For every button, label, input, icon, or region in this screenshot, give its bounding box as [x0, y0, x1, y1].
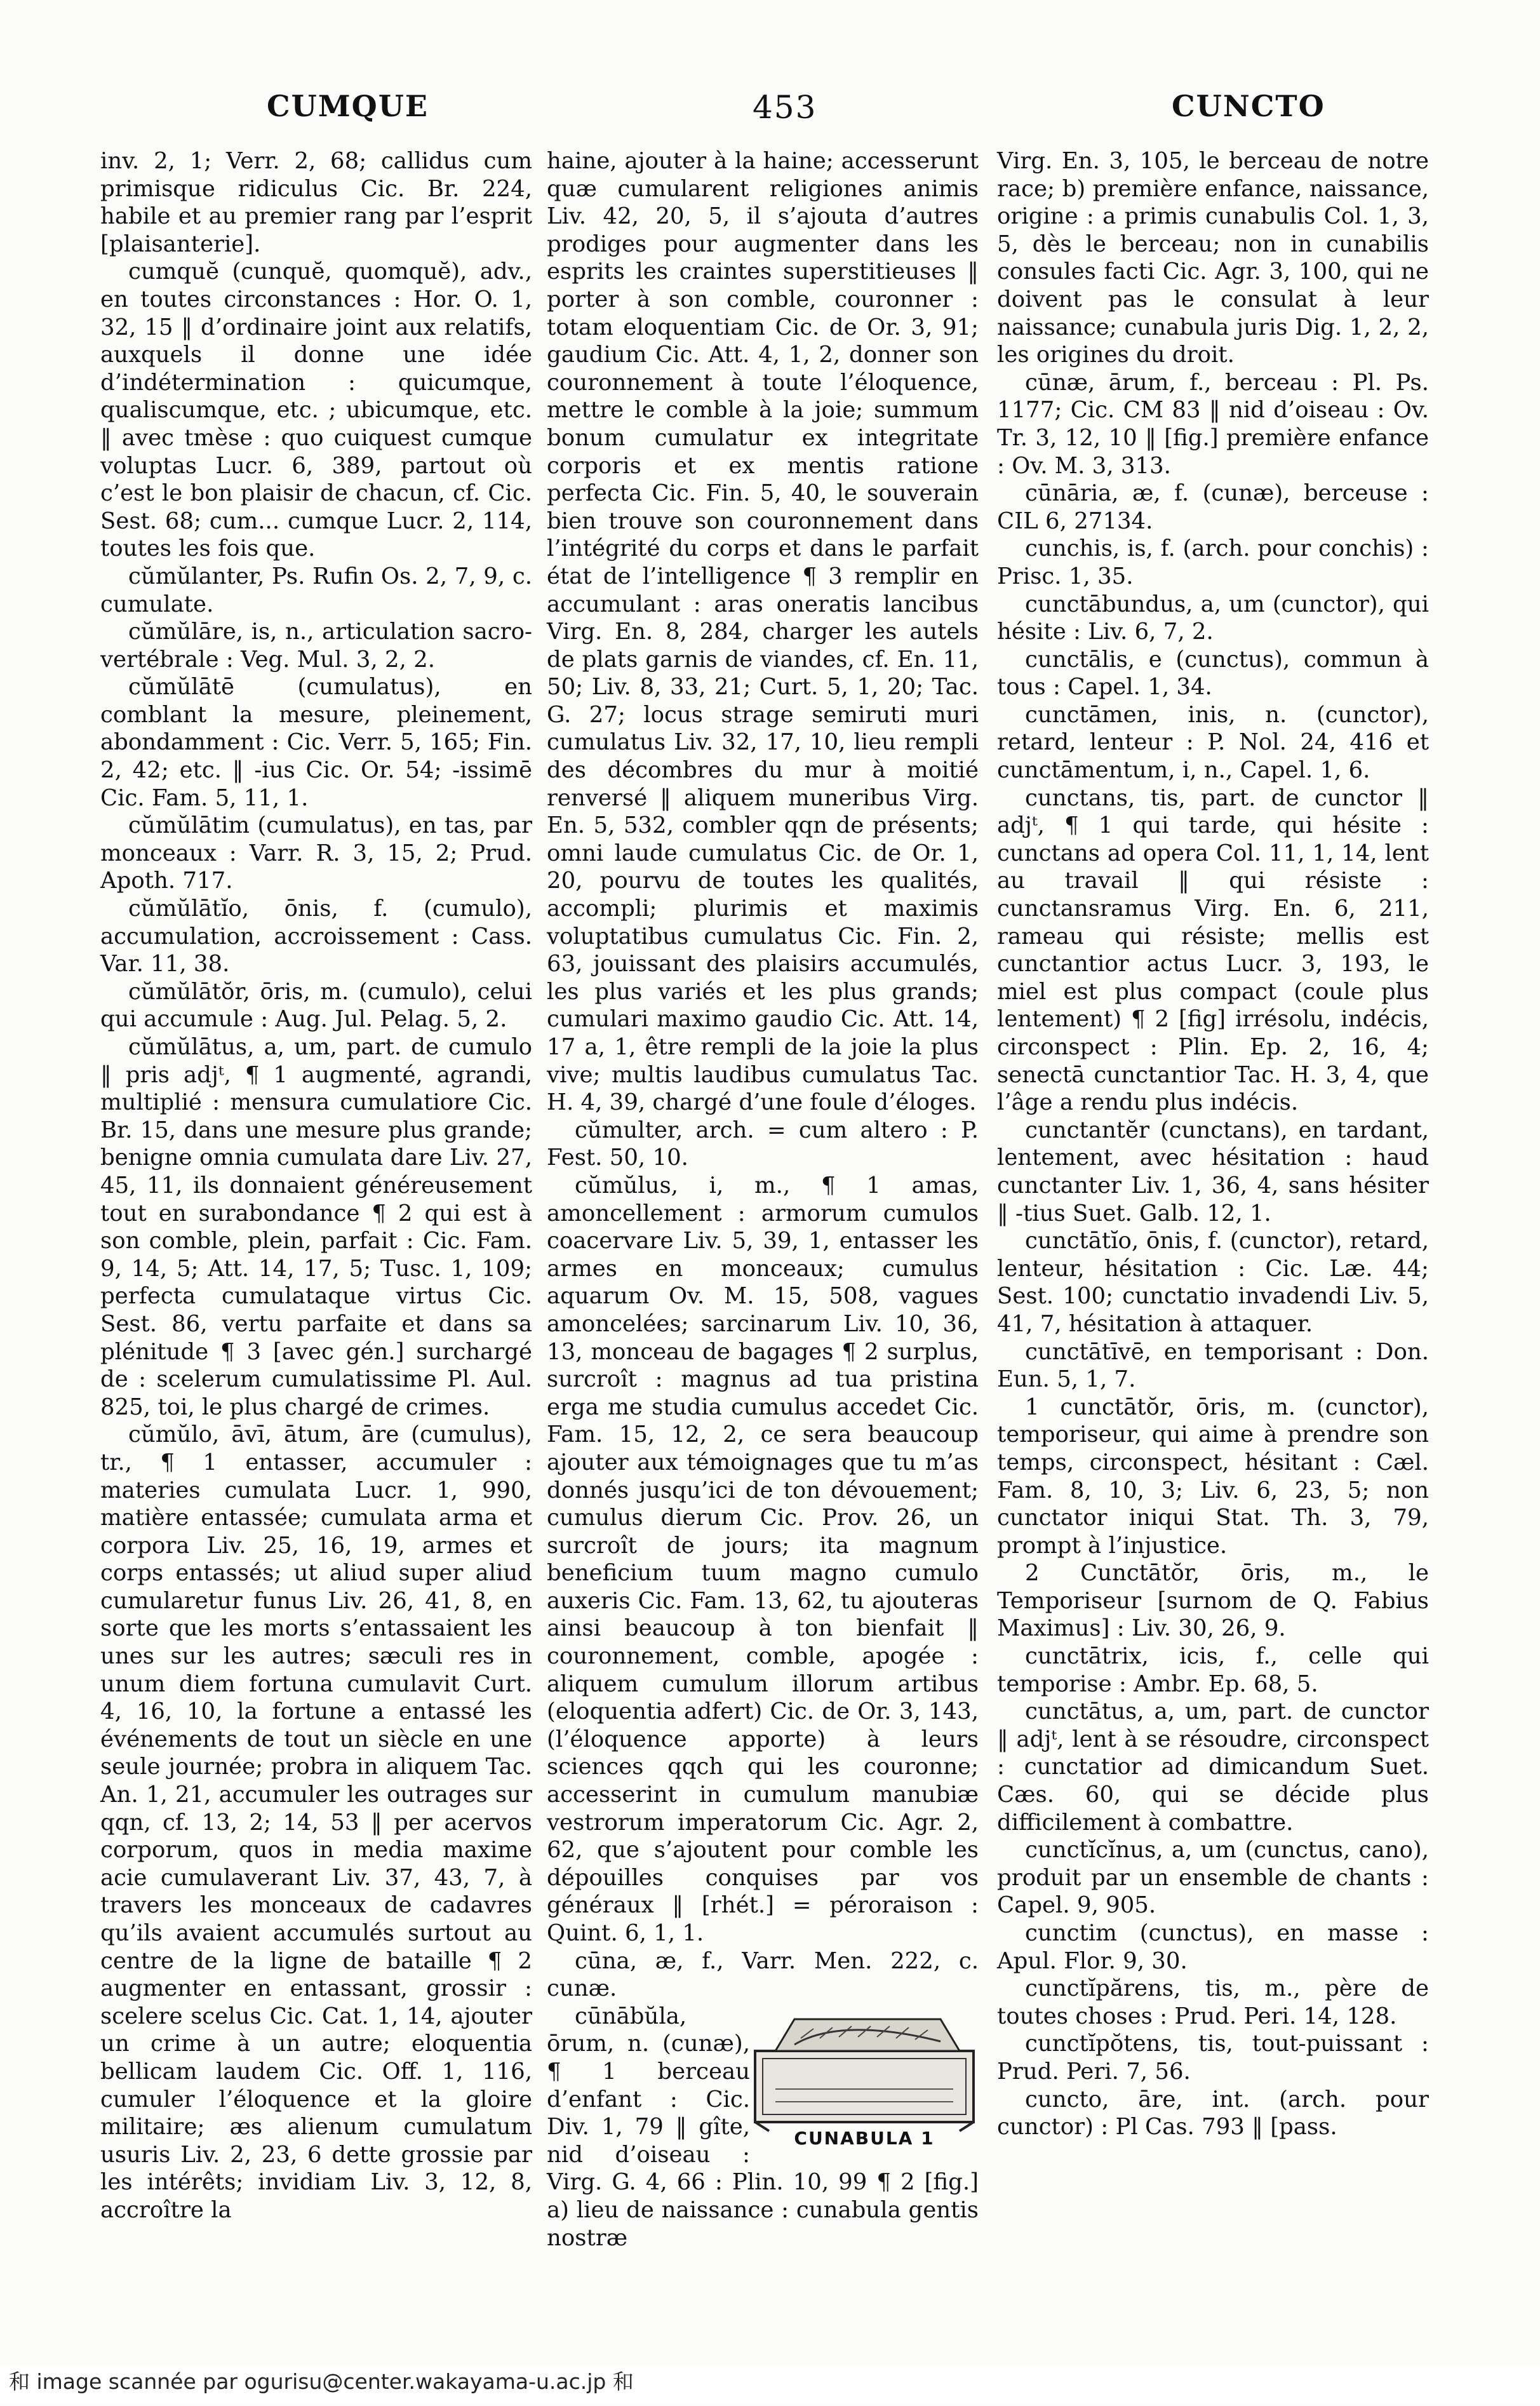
entry-cunctator-2: 2 Cunctātŏr, ōris, m., le Temporiseur [surnom de Q. Fabius Maximus] : Liv. 30, 26, 9. [997, 1560, 1429, 1642]
entry-cunchis: cunchis, is, f. (arch. pour conchis) : Prisc. 1, 35. [997, 535, 1429, 589]
scan-credit-footer: 和 image scannée par ogurisu@center.wakayama-u.ac.jp 和 [0, 2366, 1540, 2404]
figure-caption: CUNABULA 1 [794, 2128, 935, 2149]
entry-cunctative: cunctātīvē, en temporisant : Don. Eun. 5, 1, 7. [997, 1338, 1429, 1393]
entry-continuation: inv. 2, 1; Verr. 2, 68; callidus cum primisque ridiculus Cic. Br. 224, habile et au premier rang par l’esprit [plaisanterie]. [100, 148, 532, 257]
entry-cumulter: cŭmulter, arch. = cum altero : P. Fest. 50, 10. [547, 1117, 979, 1171]
entry-cuncto: cuncto, āre, int. (arch. pour cunctor) : Pl Cas. 793 ‖ [pass. [997, 2086, 1429, 2141]
entry-cumulanter: cŭmŭlanter, Ps. Rufin Os. 2, 7, 9, c. cumulate. [100, 563, 532, 617]
entry-cunctatus: cunctātus, a, um, part. de cunctor ‖ adjᵗ, lent à se résoudre, circonspect : cunctatior ad dimicandum Suet. Cæs. 60, qui se décide plus difficilement à combattre. [997, 1698, 1429, 1836]
entry-cunctabundus: cunctābundus, a, um (cunctor), qui hésite : Liv. 6, 7, 2. [997, 591, 1429, 645]
entry-cumque: cumquĕ (cunquĕ, quomquĕ), adv., en toutes circonstances : Hor. O. 1, 32, 15 ‖ d’ordinaire joint aux relatifs, auxquels il donne une idée d’indétermination : quicumque, qualiscumque, etc. ; ubicumque, etc. ‖ avec tmèse : quo cuiquest cumque voluptas Lucr. 6, 389, partout où c’est le bon plaisir de chacun, cf. Cic. Sest. 68; cum... cumque Lucr. 2, 114, toutes les fois que. [100, 259, 532, 562]
entry-cunctiparens: cunctĭpărens, tis, m., père de toutes choses : Prud. Peri. 14, 128. [997, 1975, 1429, 2029]
entry-cunctipotens: cunctĭpŏtens, tis, tout-puissant : Prud. Peri. 7, 56. [997, 2031, 1429, 2085]
entry-cunctatio: cunctātĭo, ōnis, f. (cunctor), retard, lenteur, hésitation : Cic. Læ. 44; Sest. 100; cunctatio invadendi Liv. 5, 41, 7, hésitation à attaquer. [997, 1228, 1429, 1337]
running-head-left: CUMQUE [267, 89, 429, 123]
entry-cunae: cūnæ, ārum, f., berceau : Pl. Ps. 1177; Cic. CM 83 ‖ nid d’oiseau : Ov. Tr. 3, 12, 10 ‖ [fig.] première enfance : Ov. M. 3, 313. [997, 369, 1429, 479]
entry-cumulator: cŭmŭlātŏr, ōris, m. (cumulo), celui qui accumule : Aug. Jul. Pelag. 5, 2. [100, 978, 532, 1033]
page-header [0, 89, 1540, 146]
page-number: 453 [753, 89, 817, 126]
entry-cumulatim: cŭmŭlātim (cumulatus), en tas, par monceaux : Varr. R. 3, 15, 2; Prud. Apoth. 717. [100, 812, 532, 894]
entry-cunctamen: cunctāmen, inis, n. (cunctor), retard, lenteur : P. Nol. 24, 416 et cunctāmentum, i, n., Capel. 1, 6. [997, 701, 1429, 784]
entry-cuna: cūna, æ, f., Varr. Men. 222, c. cunæ. [547, 1947, 979, 2002]
entry-cuncticinus: cunctĭcĭnus, a, um (cunctus, cano), produit par un ensemble de chants : Capel. 9, 905. [997, 1837, 1429, 1919]
entry-cunaria: cūnāria, æ, f. (cunæ), berceuse : CIL 6, 27134. [997, 480, 1429, 534]
entry-cumulo: cŭmŭlo, āvī, ātum, āre (cumulus), tr., ¶ 1 entasser, accumuler : materies cumulata Lucr. 1, 990, matière entassée; cumulata arma et corpora Liv. 25, 16, 19, armes et corps entassés; ut aliud super aliud cumularetur funus Liv. 26, 41, 8, en sorte que les morts s’entassaient les unes sur les autres; sæculi res in unum diem fortuna cumulavit Curt. 4, 16, 10, la fortune a entassé les événements de tout un siècle en une seule journée; probra in aliquem Tac. An. 1, 21, accumuler les outrages sur qqn, cf. 13, 2; 14, 53 ‖ per acervos corporum, quos in media maxime acie cumulaverant Liv. 37, 43, 7, à travers les monceaux de cadavres qu’ils avaient accumulés surtout au centre de la ligne de bataille ¶ 2 augmenter en entassant, grossir : scelere scelus Cic. Cat. 1, 14, ajouter un crime à un autre; eloquentia bellicam laudem Cic. Off. 1, 116, cumuler l’éloquence et la gloire militaire; æs alienum cumulatum usuris Liv. 2, 23, 6 dette grossie par les intérêts; invidiam Liv. 3, 12, 8, accroître la [100, 1421, 532, 2223]
entry-cunctanter: cunctantĕr (cunctans), en tardant, lentement, avec hésitation : haud cunctanter Liv. 1, 36, 4, sans hésiter ‖ -tius Suet. Galb. 12, 1. [997, 1117, 1429, 1227]
column-1 [100, 147, 532, 2224]
entry-cunctans: cunctans, tis, part. de cunctor ‖ adjᵗ, ¶ 1 qui tarde, qui hésite : cunctans ad opera Col. 11, 1, 14, lent au travail ‖ qui résiste : cunctansramus Virg. En. 6, 211, rameau qui résiste; mellis est cunctantior actus Lucr. 3, 193, le miel est plus compact (coule plus lentement) ¶ 2 [fig] irrésolu, indécis, circonspect : Plin. Ep. 2, 16, 4; senectā cunctantior Tac. H. 3, 4, que l’âge a rendu plus indécis. [997, 784, 1429, 1116]
entry-cumulus: cŭmŭlus, i, m., ¶ 1 amas, amoncellement : armorum cumulos coacervare Liv. 5, 39, 1, entasser les armes en monceaux; cumulus aquarum Ov. M. 15, 508, vagues amoncelées; sarcinarum Liv. 10, 36, 13, monceau de bagages ¶ 2 surplus, surcroît : magnus ad tua pristina erga me studia cumulus accedet Cic. Fam. 15, 12, 2, ce sera beaucoup ajouter aux témoignages que tu m’as donnés jusqu’ici de ton dévouement; cumulus dierum Cic. Prov. 26, un surcroît de jours; ita magnum beneficium tuum magno cumulo auxeris Cic. Fam. 13, 62, tu ajouteras ainsi beaucoup à ton bienfait ‖ couronnement, comble, apogée : aliquem cumulum illorum artibus (eloquentia adfert) Cic. de Or. 3, 143, (l’éloquence apporte) à leurs sciences qqch qui les couronne; accesserint in cumulum manubiæ vestrorum imperatorum Cic. Agr. 2, 62, que s’ajoutent pour comble les dépouilles conquises par vos généraux ‖ [rhét.] = péroraison : Quint. 6, 1, 1. [547, 1172, 979, 1946]
entry-cumulare: cŭmŭlāre, is, n., articulation sacro-vertébrale : Veg. Mul. 3, 2, 2. [100, 619, 532, 673]
column-3 [997, 147, 1429, 2141]
entry-cunctim: cunctim (cunctus), en masse : Apul. Flor. 9, 30. [997, 1920, 1429, 1974]
entry-cunabula: cūnābŭla, ōrum, n. (cunæ), ¶ 1 berceau d’enfant : Cic. Div. 1, 79 ‖ gîte, nid d’oiseau : Virg. G. 4, 66 : Plin. 10, 99 ¶ 2 [fig.] a) lieu de naissance : cunabula gentis nostræ [547, 2003, 979, 2251]
entry-cunctatrix: cunctātrix, icis, f., celle qui temporise : Ambr. Ep. 68, 5. [997, 1643, 1429, 1697]
entry-continuation: haine, ajouter à la haine; accesserunt quæ cumularent religiones animis Liv. 42, 20, 5, il s’ajouta d’autres prodiges pour augmenter dans les esprits les craintes superstitieuses ‖ porter à son comble, couronner : totam eloquentiam Cic. de Or. 3, 91; gaudium Cic. Att. 4, 1, 2, donner son couronnement à toute l’éloquence, mettre le comble à la joie; summum bonum cumulatur ex integritate corporis et ex mentis ratione perfecta Cic. Fin. 5, 40, le souverain bien trouve son couronnement dans l’intégrité du corps et dans le parfait état de l’intelligence ¶ 3 remplir en accumulant : aras oneratis lancibus Virg. En. 8, 284, charger les autels de plats garnis de viandes, cf. En. 11, 50; Liv. 8, 33, 21; Curt. 5, 1, 20; Tac. G. 27; locus strage semiruti muri cumulatus Liv. 32, 17, 10, lieu rempli des décombres du mur à moitié renversé ‖ aliquem muneribus Virg. En. 5, 532, combler qqn de présents; omni laude cumulatus Cic. de Or. 1, 20, pourvu de toutes les qualités, accompli; plurimis et maximis voluptatibus cumulatus Cic. Fin. 2, 63, jouissant des plaisirs accumulés, les plus variés et les plus grands; cumulari maximo gaudio Cic. Att. 14, 17 a, 1, être rempli de la joie la plus vive; multis laudibus cumulatus Tac. H. 4, 39, chargé d’une foule d’éloges. [547, 148, 979, 1116]
running-head-right: CUNCTO [1172, 89, 1325, 123]
entry-cunctalis: cunctālis, e (cunctus), commun à tous : Capel. 1, 34. [997, 646, 1429, 701]
cradle-illustration-icon [750, 2006, 979, 2134]
column-2 [547, 147, 979, 2252]
entry-cunctator-1: 1 cunctātŏr, ōris, m. (cunctor), temporiseur, qui aime à prendre son temps, circonspect, hésitant : Cæl. Fam. 8, 10, 3; Liv. 6, 23, 5; non cunctator iniqui Stat. Th. 3, 79, prompt à l’injustice. [997, 1394, 1429, 1559]
cradle-figure [750, 2006, 979, 2153]
entry-cumulatio: cŭmŭlātĭo, ōnis, f. (cumulo), accumulation, accroissement : Cass. Var. 11, 38. [100, 896, 532, 978]
entry-cumulate: cŭmŭlātē (cumulatus), en comblant la mesure, pleinement, abondamment : Cic. Verr. 5, 165; Fin. 2, 42; etc. ‖ -ius Cic. Or. 54; -issimē Cic. Fam. 5, 11, 1. [100, 674, 532, 811]
entry-continuation: Virg. En. 3, 105, le berceau de notre race; b) première enfance, naissance, origine : a primis cunabulis Col. 1, 3, 5, dès le berceau; non in cunabilis consules facti Cic. Agr. 3, 100, qui ne doivent pas le consulat à leur naissance; cunabula juris Dig. 1, 2, 2, les origines du droit. [997, 148, 1429, 368]
entry-cumulatus: cŭmŭlātus, a, um, part. de cumulo ‖ pris adjᵗ, ¶ 1 augmenté, agrandi, multiplié : mensura cumulatiore Cic. Br. 15, dans une mesure plus grande; benigne omnia cumulata dare Liv. 27, 45, 11, ils donnaient généreusement tout en surabondance ¶ 2 qui est à son comble, plein, parfait : Cic. Fam. 9, 14, 5; Att. 14, 17, 5; Tusc. 1, 109; perfecta cumulataque virtus Cic. Sest. 86, vertu parfaite et dans sa plénitude ¶ 3 [avec gén.] surchargé de : scelerum cumulatissime Pl. Aul. 825, toi, le plus chargé de crimes. [100, 1034, 532, 1420]
